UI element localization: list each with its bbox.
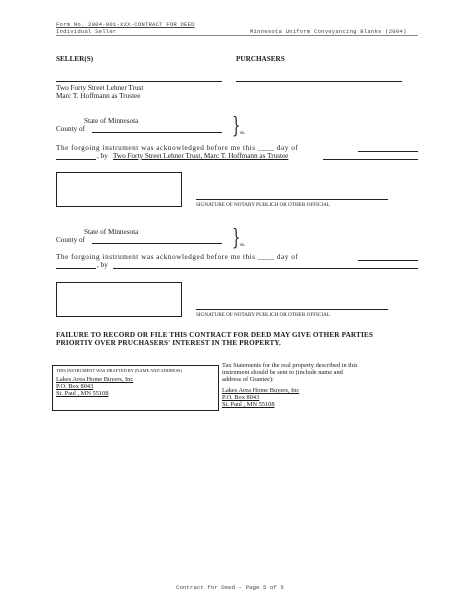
notary2-county-label: County of [56, 236, 85, 244]
tax-statement-text1: Tax Statements for the real property described in this [222, 362, 358, 369]
seller-type: Individual Seller [56, 28, 117, 35]
purchaser-label: PURCHASERS [236, 55, 285, 63]
notary1-signature-line[interactable] [196, 199, 388, 200]
warning-line2: PRIORTIY OVER PRUCHASERS' INTEREST IN THE PROPERTY. [56, 339, 282, 347]
notary1-signature-label: SIGNATURE OF NOTARY PUBLICH OR OTHER OFFICIAL [196, 202, 330, 208]
tax-statement-text3: address of Grantee): [222, 376, 274, 383]
notary1-date-field[interactable] [358, 151, 418, 152]
notary2-signature-line[interactable] [196, 309, 388, 310]
tax-grantee-name: Lakes Area Home Buyers, Inc [222, 387, 300, 394]
notary1-ss: ss. [240, 130, 246, 136]
notary1-year-field[interactable] [56, 159, 96, 160]
tax-grantee-city: St. Paul , MN 55108 [222, 401, 275, 408]
notary2-signature-label: SIGNATURE OF NOTARY PUBLICH OR OTHER OFFICIAL [196, 312, 330, 318]
drafted-by-box-address: P.O. Box 8043 [56, 383, 94, 390]
drafted-by-name: Lakes Area Home Buyers, Inc [56, 376, 134, 383]
drafted-by-city: St. Paul , MN 55108 [56, 390, 109, 397]
notary1-brace: } [232, 114, 241, 139]
notary1-county-label: County of [56, 125, 85, 133]
form-number: Form No. 2004-001-XXX-CONTRACT FOR DEED [56, 21, 195, 28]
tax-grantee-box: P.O. Box 8043 [222, 394, 260, 401]
notary1-stamp-box [56, 172, 182, 207]
notary1-by-prefix: , by [97, 152, 108, 160]
notary2-by-prefix: , by [97, 261, 108, 269]
notary1-by-field[interactable] [323, 159, 418, 160]
tax-statement-text2: instrument should be sent to (include name and [222, 369, 343, 376]
notary1-state: State of Minnesota [84, 117, 139, 125]
notary2-brace: } [232, 226, 241, 251]
notary1-ack-text: The forgoing instrument was acknowledged before me this ____ day of [56, 144, 299, 152]
notary2-state: State of Minnesota [84, 228, 139, 236]
notary2-ack-text: The forgoing instrument was acknowledged before me this ____ day of [56, 253, 299, 261]
drafted-by-label: THIS INSTRUMENT WAS DRAFTED BY (NAME AND ADDRESS) [56, 368, 182, 373]
notary2-county-field[interactable] [92, 243, 222, 244]
blanks-title: Minnesota Uniform Conveyancing Blanks (2004) [250, 28, 407, 35]
page-footer: Contract for Deed - Page 5 of 5 [176, 584, 284, 591]
header-rule [56, 35, 418, 36]
notary2-year-field[interactable] [56, 268, 96, 269]
notary1-county-field[interactable] [92, 132, 222, 133]
notary2-by-field[interactable] [113, 268, 418, 269]
warning-line1: FAILURE TO RECORD OR FILE THIS CONTRACT FOR DEED MAY GIVE OTHER PARTIES [56, 331, 373, 339]
seller-signature-line[interactable] [56, 81, 222, 82]
notary2-ss: ss. [240, 242, 246, 248]
notary2-stamp-box [56, 282, 182, 317]
seller-label: SELLER(S) [56, 55, 94, 63]
purchaser-signature-line[interactable] [236, 81, 402, 82]
notary1-by-name: Two Forty Street Lehner Trust, Marc T. Hoffmann as Trustee [113, 152, 289, 160]
seller-name: Two Forty Street Lehner Trust [56, 84, 144, 92]
notary2-date-field[interactable] [358, 260, 418, 261]
seller-trustee: Marc T. Hoffmann as Trustee [56, 92, 141, 100]
